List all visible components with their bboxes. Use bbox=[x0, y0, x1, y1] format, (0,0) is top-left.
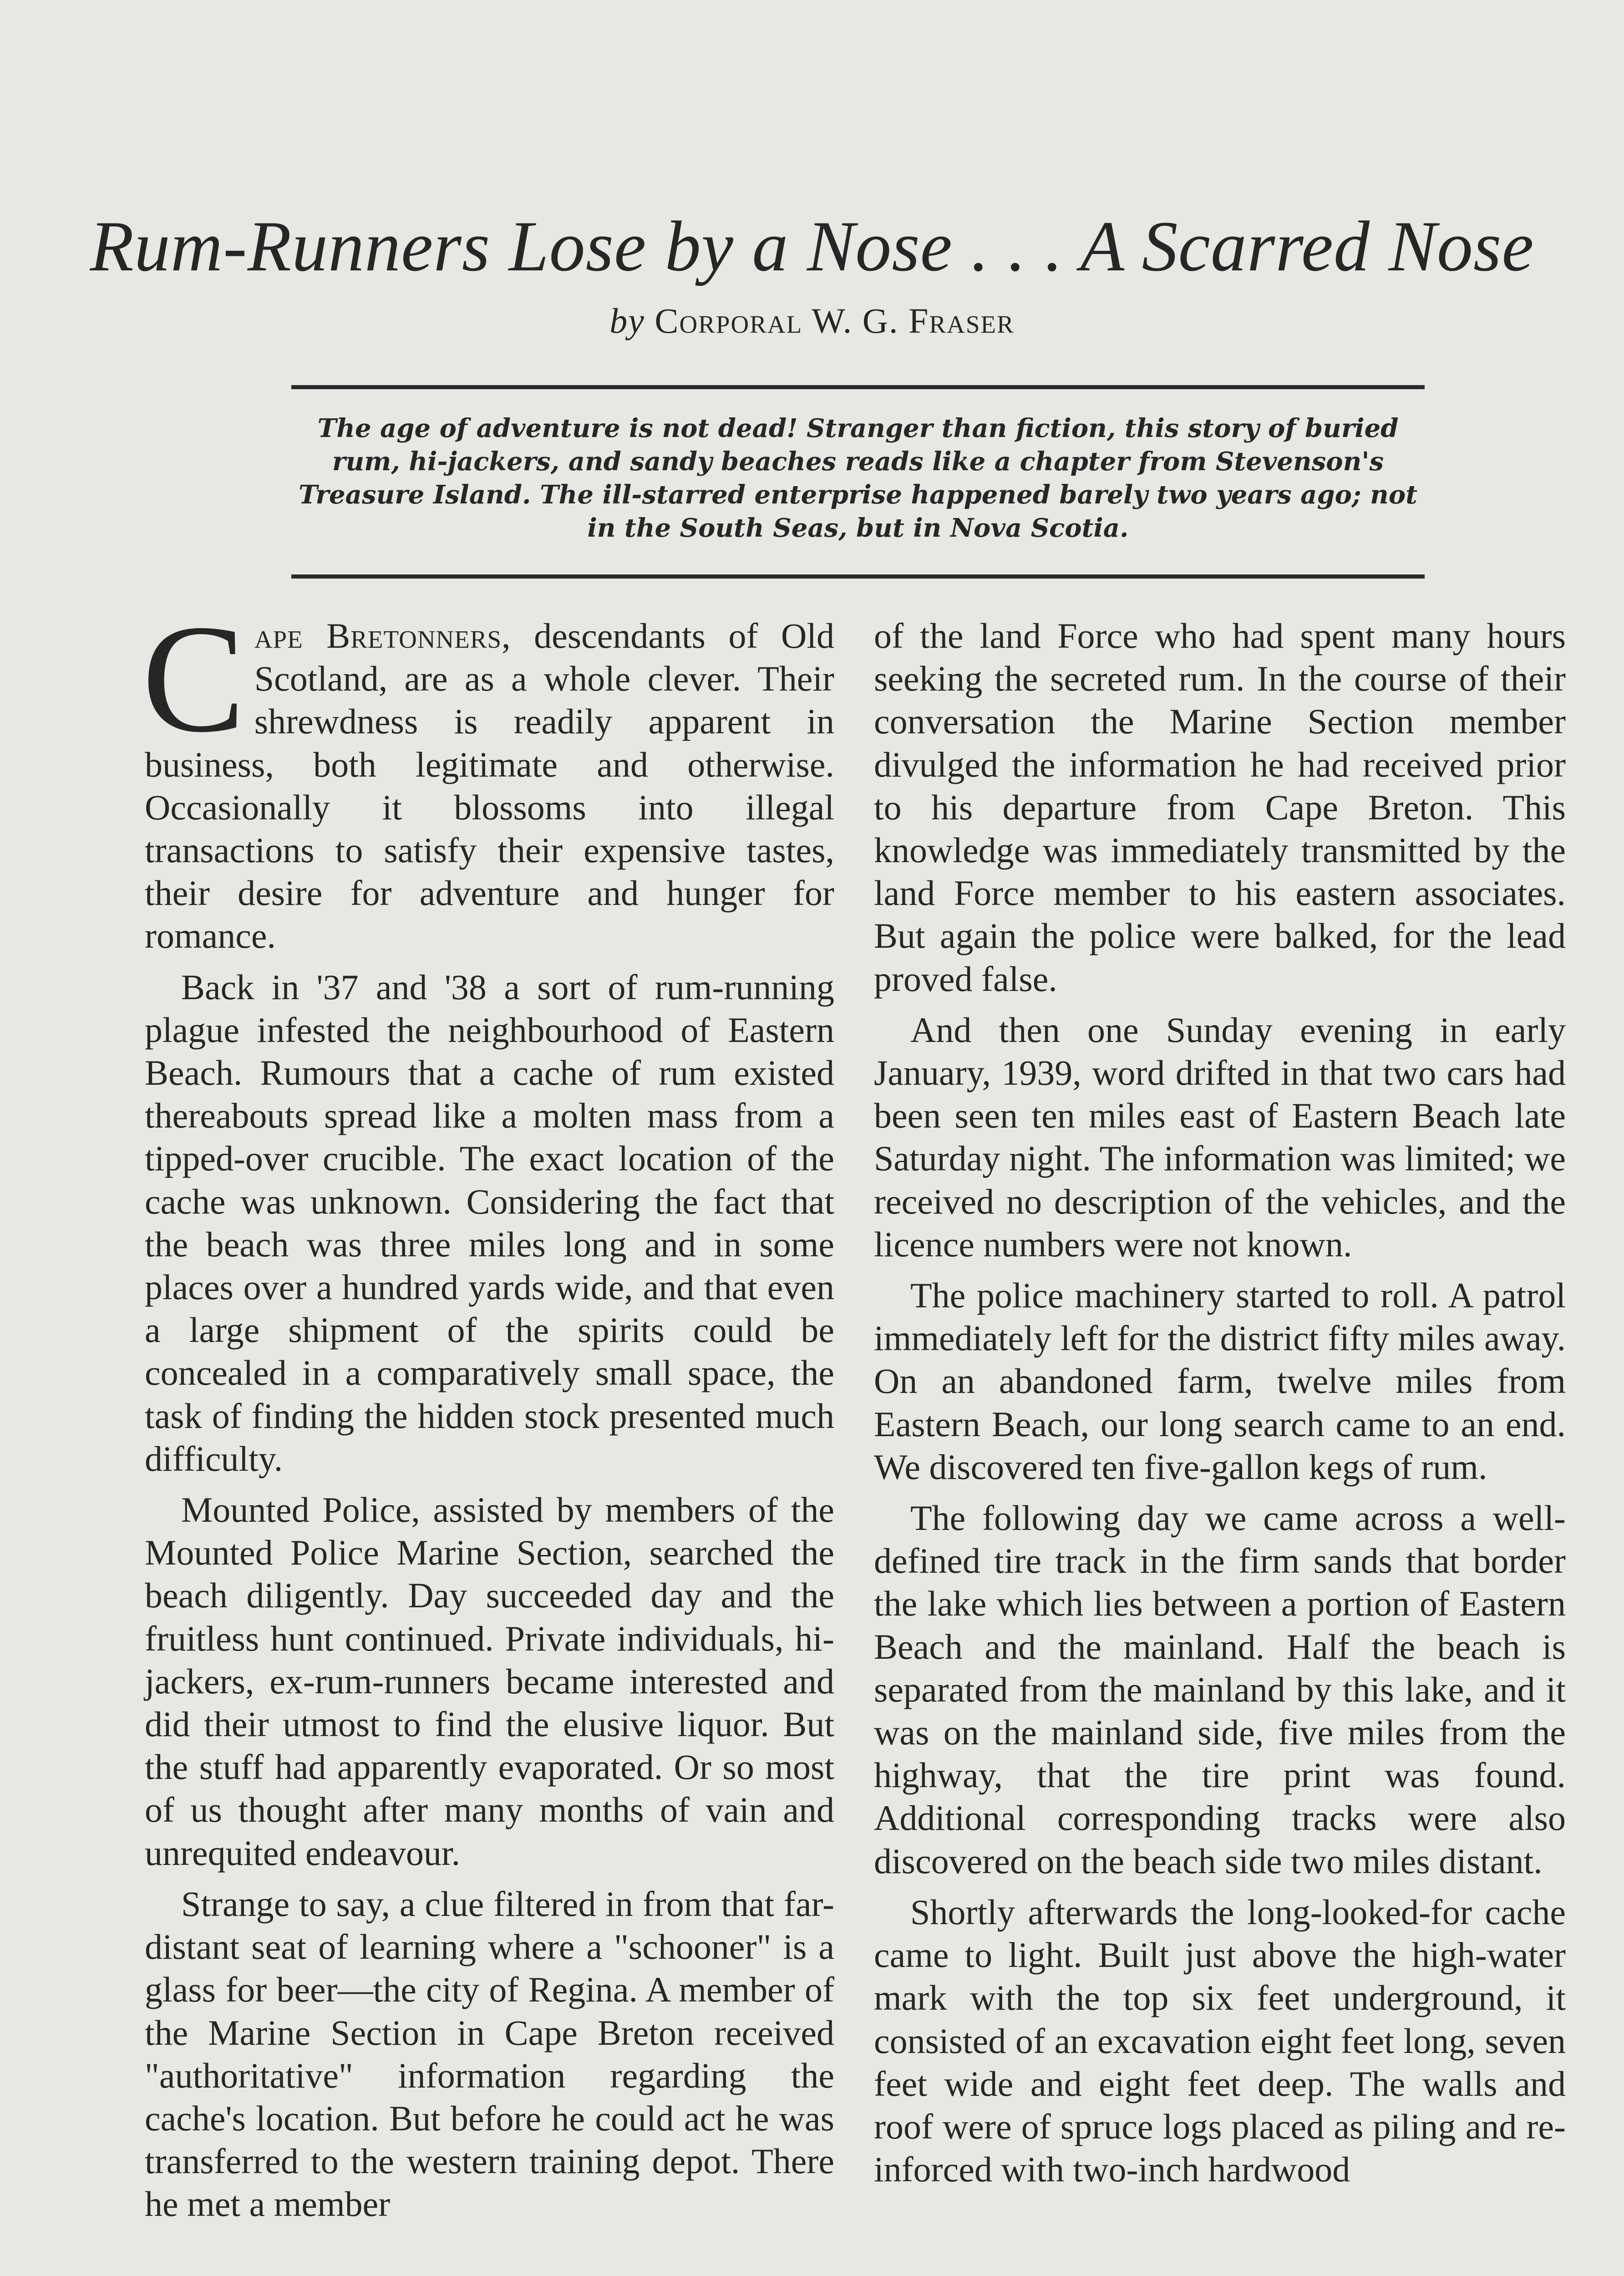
paragraph: Strange to say, a clue filtered in from that far-distant seat of learning where a "schooner" is a glass for beer—the city of Regina. A member of the Marine Section in Cape Breton received "authoritative" information regarding the cache's location. But before he could act he was transferred to the western training depot. There he met a member bbox=[145, 1884, 834, 2224]
article-byline bbox=[0, 300, 1624, 341]
drop-cap: C bbox=[142, 593, 245, 764]
paragraph: The following day we came across a well-defined tire track in the firm sands that border the lake which lies between a portion of Eastern Beach and the mainland. Half the beach is separated from the mainland by this lake, and it was on the mainland side, five miles from the highway, that the tire print was found. Additional corresponding tracks were also discovered on the beach side two miles distant. bbox=[874, 1498, 1566, 1881]
paragraph: And then one Sunday evening in early January, 1939, word drifted in that two cars had been seen ten miles east of Eastern Beach late Saturday night. The information was limited; we received no description of the vehicles, and the licence numbers were not known. bbox=[874, 1010, 1566, 1264]
right-column bbox=[874, 615, 1566, 2199]
lede-top-rule bbox=[291, 385, 1425, 389]
byline-prefix: by bbox=[609, 301, 645, 340]
paragraph bbox=[142, 593, 834, 958]
opening-smallcaps: ape Bretonners, bbox=[254, 616, 511, 655]
left-column bbox=[142, 593, 834, 2234]
paragraph: Mounted Police, assisted by members of the Mounted Police Marine Section, searched the beach diligently. Day succeeded day and the fruitless hunt continued. Private individuals, hi-jackers, ex-rum-runners became interested and did their utmost to find the elusive liquor. But the stuff had apparently evaporated. Or so most of us thought after many months of vain and unrequited endeavour. bbox=[145, 1490, 834, 1873]
paragraph: Shortly afterwards the long-looked-for cache came to light. Built just above the high-water mark with the top six feet underground, it consisted of an excavation eight feet long, seven feet wide and eight feet deep. The walls and roof were of spruce logs placed as piling and re-inforced with two-inch hardwood bbox=[874, 1892, 1566, 2190]
paragraph: The police machinery started to roll. A patrol immediately left for the district fifty miles away. On an abandoned farm, twelve miles from Eastern Beach, our long search came to an end. We discovered ten five-gallon kegs of rum. bbox=[874, 1275, 1566, 1487]
paragraph-text: descendants of Old Scotland, are as a whole clever. Their shrewdness is readily apparent in business, both legitimate and otherwise. Occasionally it blossoms into illegal transactions to satisfy their expensive tastes, their desire for adventure and hunger for romance. bbox=[145, 616, 834, 956]
paragraph: of the land Force who had spent many hours seeking the secreted rum. In the course of their conversation the Marine Section member divulged the information he had received prior to his departure from Cape Breton. This knowledge was immediately transmitted by the land Force member to his eastern associates. But again the police were balked, for the lead proved false. bbox=[874, 616, 1566, 999]
lede-bottom-rule bbox=[291, 574, 1425, 579]
byline-author: Corporal W. G. Fraser bbox=[655, 301, 1015, 340]
article-lede: The age of adventure is not dead! Stranger than fiction, this story of buried rum, hi-jackers, and sandy beaches reads like a chapter from Stevenson's Treasure Island. The ill-starred enterprise happened barely two years ago; not in the South Seas, but in Nova Scotia. bbox=[298, 413, 1418, 543]
article-title: Rum-Runners Lose by a Nose . . . A Scarred Nose bbox=[90, 207, 1534, 286]
paragraph: Back in '37 and '38 a sort of rum-running plague infested the neighbourhood of Eastern Beach. Rumours that a cache of rum existed thereabouts spread like a molten mass from a tipped-over crucible. The exact location of the cache was unknown. Considering the fact that the beach was three miles long and in some places over a hundred yards wide, and that even a large shipment of the spirits could be concealed in a comparatively small space, the task of finding the hidden stock presented much difficulty. bbox=[145, 967, 834, 1478]
